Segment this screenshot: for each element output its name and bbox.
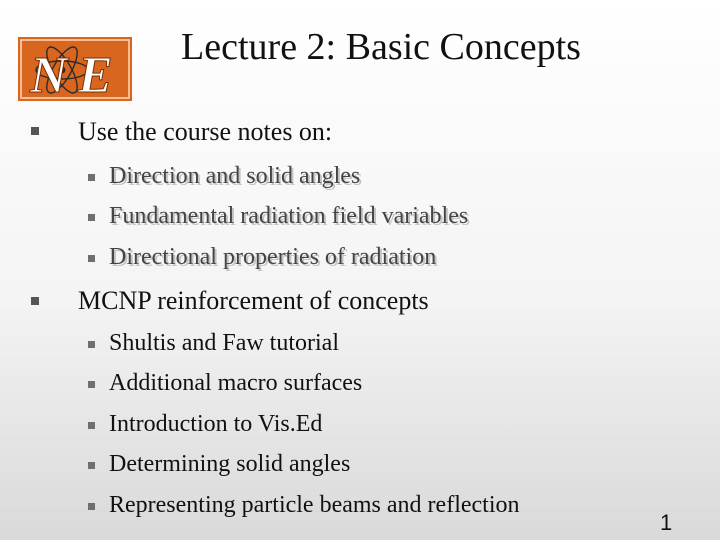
ne-logo xyxy=(18,37,132,101)
sub-bullet-item: Directional properties of radiation xyxy=(109,244,437,270)
svg-text:E: E xyxy=(78,47,113,101)
square-bullet-icon xyxy=(88,462,95,469)
bullet-item: Use the course notes on: xyxy=(78,117,333,146)
sub-bullet-item: Additional macro surfaces xyxy=(109,370,363,396)
sub-bullet-item: Direction and solid angles xyxy=(109,163,361,189)
square-bullet-icon xyxy=(88,255,95,262)
square-bullet-icon xyxy=(31,297,39,305)
sub-bullet-item: Shultis and Faw tutorial xyxy=(109,330,339,356)
square-bullet-icon xyxy=(88,341,95,348)
sub-bullet-item: Determining solid angles xyxy=(109,451,351,477)
square-bullet-icon xyxy=(31,127,39,135)
square-bullet-icon xyxy=(88,214,95,221)
square-bullet-icon xyxy=(88,503,95,510)
square-bullet-icon xyxy=(88,422,95,429)
sub-bullet-item: Representing particle beams and reflection xyxy=(109,492,520,518)
bullet-item: MCNP reinforcement of concepts xyxy=(78,286,429,315)
sub-bullet-item: Introduction to Vis.Ed xyxy=(109,411,323,437)
slide-title: Lecture 2: Basic Concepts xyxy=(181,26,581,68)
sub-bullet-item: Fundamental radiation field variables xyxy=(109,203,469,229)
atom-logo-icon xyxy=(18,37,132,101)
square-bullet-icon xyxy=(88,174,95,181)
svg-text:N: N xyxy=(30,47,68,101)
page-number: 1 xyxy=(660,510,673,535)
square-bullet-icon xyxy=(88,381,95,388)
